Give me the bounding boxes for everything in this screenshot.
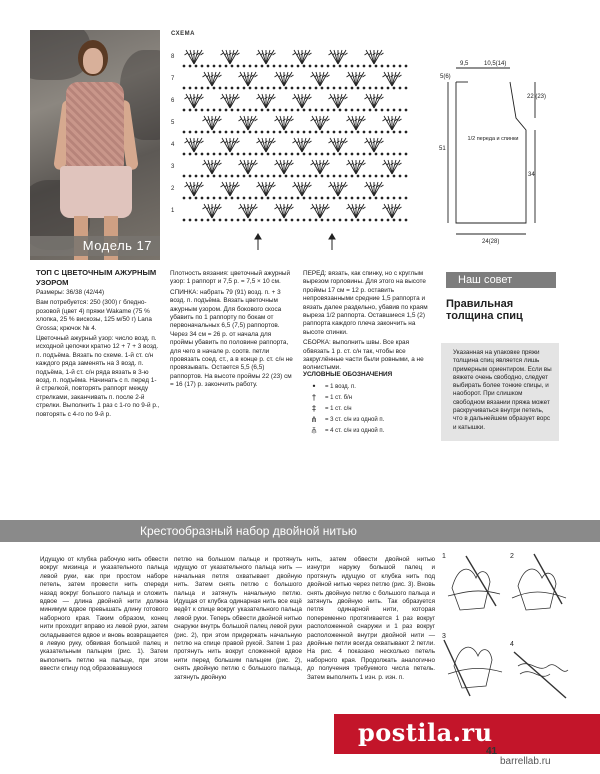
- chart-fan: [311, 160, 330, 174]
- chart-row-number: 5: [171, 120, 175, 126]
- article-materials: Вам потребуется: 250 (300) г бледно-розовой (цвет 4) пряжи Wakame (75 % хлопка, 25 % вискозы, 125 м/50 г) Lana Grossa; крючок № 4.: [36, 299, 152, 332]
- chart-fan: [221, 138, 240, 152]
- section-column-3: нить, затем обвести двойной нитью изнутри наружу большой палец и протянуть идущую от клубка нить под двойной нитью через петлю (рис. 3). Вновь снять двойную петлю с большого пальца и затянуть двойную нить. Так образуется петля одинарной нити, которая попеременно протягивается 1 раз вокруг расположенной снаружи и 1 раз вокруг расположенной внутри двойной нити — двойные петли всегда охватывают 2 петли. На рис. 4 показано несколько петель наборного края. Продолжать аналогично до получения требуемого числа петель. Затем выполнить 1 изн. р. изн. п.: [307, 556, 435, 681]
- legend: [303, 371, 443, 436]
- page-number: 41: [486, 746, 498, 757]
- chart-fan: [221, 94, 240, 108]
- chart-fan: [365, 94, 384, 108]
- article-sizes: Размеры: 36/38 (42/44): [36, 289, 105, 296]
- chart-row-number: 4: [171, 142, 175, 148]
- chart-row-number: 2: [171, 186, 175, 192]
- chart-fan: [275, 204, 294, 218]
- schema-dim-length: 51: [439, 146, 446, 152]
- chart-fan: [347, 72, 366, 86]
- schema-center-label: 1/2 переда и спинки: [467, 136, 519, 142]
- chart-fan: [239, 116, 258, 130]
- legend-item: • = 1 возд. п.: [303, 381, 443, 392]
- schema-dim-top-left: 9,5: [460, 61, 469, 67]
- garment-schematic: [438, 58, 548, 248]
- chart-fan: [185, 94, 204, 108]
- article-pattern: Цветочный ажурный узор: число возд. п. исходной цепочки кратно 12 + 7 + 3 возд. п. подъёма. Вязать по схеме. 1-й ст. с/н каждого ряда заменять на 3 возд. п. подъёма, 1-й ст. с/н ряда вязать в 3-ю возд. п. подъёма. Начинать с п. перед 1-й стрелкой, повторять раппорт между стрелками, заканчивать п. после 2-й стрелки. Выполнить 1 раз с 1-го по 9-й р., повторять с 4-го по 9-й р.: [36, 335, 160, 418]
- schema-dim-armhole: 22 (23): [527, 94, 547, 100]
- chart-fan: [203, 116, 222, 130]
- article-title: ТОП С ЦВЕТОЧНЫМ АЖУРНЫМ УЗОРОМ: [36, 268, 157, 287]
- article-back: СПИНКА: набрать 79 (91) возд. п. + 3 возд. п. подъёма. Вязать цветочным ажурным узором. Для бокового скоса убавить по 1 раппорту по бокам от первоначальных 6,5 (7,5) раппортов. Через 34 см = 26 р. от начала для проймы убавить по половине раппорта, для чего в начале р. соотв. петли провязать соед. ст., а в конце р. ст. с/н не провязывать. Остается 5,5 (6,5) раппортов. На высоте проймы 22 (23) см = 16 (17) р. закончить работу.: [170, 288, 293, 389]
- chart-fan: [203, 72, 222, 86]
- chart-row-number: 1: [171, 208, 175, 214]
- chart-fan: [347, 116, 366, 130]
- chart-fan: [329, 138, 348, 152]
- chart-fan: [221, 182, 240, 196]
- chart-fan: [275, 160, 294, 174]
- chart-fan: [329, 182, 348, 196]
- article-assembly: СБОРКА: выполнить швы. Все края обвязать 1 р. ст. с/н так, чтобы все закруглённые части были ровными, а не волнистыми.: [303, 339, 424, 372]
- four-dc-cluster-icon: ⫚: [311, 425, 317, 435]
- chart-fan: [203, 204, 222, 218]
- chart-fan: [365, 182, 384, 196]
- section-column-2: петлю на большом пальце и протянуть идущую от указательного пальца нить — начальная петля охватывает двойную нить. Затем снять петлю с большого пальца и затянуть начальную петлю. Идущая от клубка одинарная нить все ещё ведёт к спице вокруг указательного пальца левой руки. Теперь обвести двойной нитью снаружи внутрь большой палец левой руки (рис. 2), при этом придержать начальную петлю на спице правой рукой. Затем 1 раз протянуть нить вокруг сложенной вдвое нити перед большим пальцем (рис. 2), снять двойную петлю с большого пальца, затянуть двойную: [174, 556, 302, 681]
- chart-fan: [365, 50, 384, 64]
- chart-fan: [275, 116, 294, 130]
- chart-fan: [257, 182, 276, 196]
- three-dc-cluster-icon: ⋔: [310, 415, 318, 424]
- chain-stitch-icon: •: [311, 382, 317, 391]
- chart-row-number: 8: [171, 54, 175, 60]
- watermark-logo: postila.ru: [358, 718, 493, 747]
- chart-row-number: 3: [171, 164, 175, 170]
- stitch-chart: [170, 44, 410, 254]
- chart-fan: [275, 72, 294, 86]
- article-density: Плотность вязания: цветочный ажурный узор: 1 раппорт и 7,5 р. = 7,5 × 10 см.: [170, 270, 291, 286]
- chart-fan: [257, 50, 276, 64]
- article-column-2: [170, 270, 294, 392]
- chart-fan: [239, 72, 258, 86]
- chart-body: [183, 50, 407, 221]
- advice-body: Указанная на упаковке пряжи толщина спиц является лишь примерным ориентиром. Если вы вяжете очень свободно, следует выбирать более тонкие спицы, и наоборот. При слишком свободном вязании пряжа может раскручиваться внутри петель, что в дальнейшем образует ворс и катышки.: [441, 343, 559, 441]
- legend-item: ⋔ = 3 ст. с/н из одной п.: [303, 414, 443, 425]
- repeat-arrows: [255, 234, 335, 250]
- chart-fan: [293, 182, 312, 196]
- model-photo: [30, 30, 160, 260]
- chart-fan: [383, 204, 402, 218]
- figure-label-1: 1: [442, 553, 446, 560]
- chart-fan: [347, 204, 366, 218]
- chart-fan: [293, 50, 312, 64]
- chart-fan: [239, 160, 258, 174]
- schema-dim-side: 34: [528, 172, 535, 178]
- figure-label-2: 2: [510, 553, 514, 560]
- chart-fan: [203, 160, 222, 174]
- chart-fan: [185, 50, 204, 64]
- chart-fan: [383, 72, 402, 86]
- chart-fan: [293, 94, 312, 108]
- legend-title: УСЛОВНЫЕ ОБОЗНАЧЕНИЯ: [303, 371, 393, 378]
- chart-fan: [185, 182, 204, 196]
- schema-dim-top-right: 10,5(14): [484, 61, 507, 67]
- chart-fan: [347, 160, 366, 174]
- figure-label-4: 4: [510, 641, 514, 648]
- chart-fan: [329, 50, 348, 64]
- double-crochet-icon: ‡: [312, 404, 316, 413]
- source-url: barrellab.ru: [500, 756, 551, 767]
- schema-dim-width: 24(28): [482, 239, 500, 245]
- advice-title: Правильная толщина спиц: [446, 298, 523, 322]
- article-column-1: [36, 268, 160, 421]
- schema-dim-shoulder: 5(6): [440, 74, 451, 80]
- article-column-3: [303, 270, 433, 375]
- chart-fan: [383, 116, 402, 130]
- chart-fan: [239, 204, 258, 218]
- chart-fan: [257, 138, 276, 152]
- chart-fan: [221, 50, 240, 64]
- chart-fan: [329, 94, 348, 108]
- chart-fan: [311, 72, 330, 86]
- section-column-1: Идущую от клубка рабочую нить обвести вокруг мизинца и указательного пальца левой руки, как при простом наборе петель, затем провести нить спереди назад вокруг большого пальца и сложить вдвое — длина двойной нити должна минимум вдвое превышать длину готового наборного края. Таким образом, конец нити проходит вправо из левой руки, затем складывается вдвое и вновь возвращается в левую руку, обвивая большой палец и указательным пальцем (рис. 1). Затем выполнить петлю на пальце, при этом ввести спицу под образовавшуюся: [40, 556, 168, 673]
- chart-row-number: 6: [171, 98, 175, 104]
- model-label: Модель 17: [30, 236, 160, 256]
- technique-illustrations: [440, 548, 572, 728]
- chart-fan: [185, 138, 204, 152]
- chart-fan: [293, 138, 312, 152]
- chart-fan: [365, 138, 384, 152]
- legend-item: † = 1 ст. б/н: [303, 392, 443, 403]
- chart-label: СХЕМА: [171, 31, 195, 37]
- chart-row-numbers: [171, 54, 175, 214]
- chart-fan: [383, 160, 402, 174]
- section-title: Крестообразный набор двойной нитью: [140, 524, 357, 538]
- figure-label-3: 3: [442, 633, 446, 640]
- chart-fan: [257, 94, 276, 108]
- legend-item: ‡ = 1 ст. с/н: [303, 403, 443, 414]
- legend-item: ⫚ = 4 ст. с/н из одной п.: [303, 425, 443, 436]
- chart-fan: [311, 116, 330, 130]
- article-front: ПЕРЕД: вязать, как спинку, но с круглым вырезом горловины. Для этого на высоте проймы 17 см = 12 р. оставить непровязанными средние 1,5 раппорта и вязать далее раздельно, убавив по краям выреза 1/2 раппорта. Оставшиеся 1,5 (2) раппорта каждого плеча закончить на высоте спинки.: [303, 270, 428, 336]
- chart-fan: [311, 204, 330, 218]
- single-crochet-icon: †: [312, 393, 316, 402]
- advice-header: Наш совет: [446, 272, 556, 288]
- chart-row-number: 7: [171, 76, 175, 82]
